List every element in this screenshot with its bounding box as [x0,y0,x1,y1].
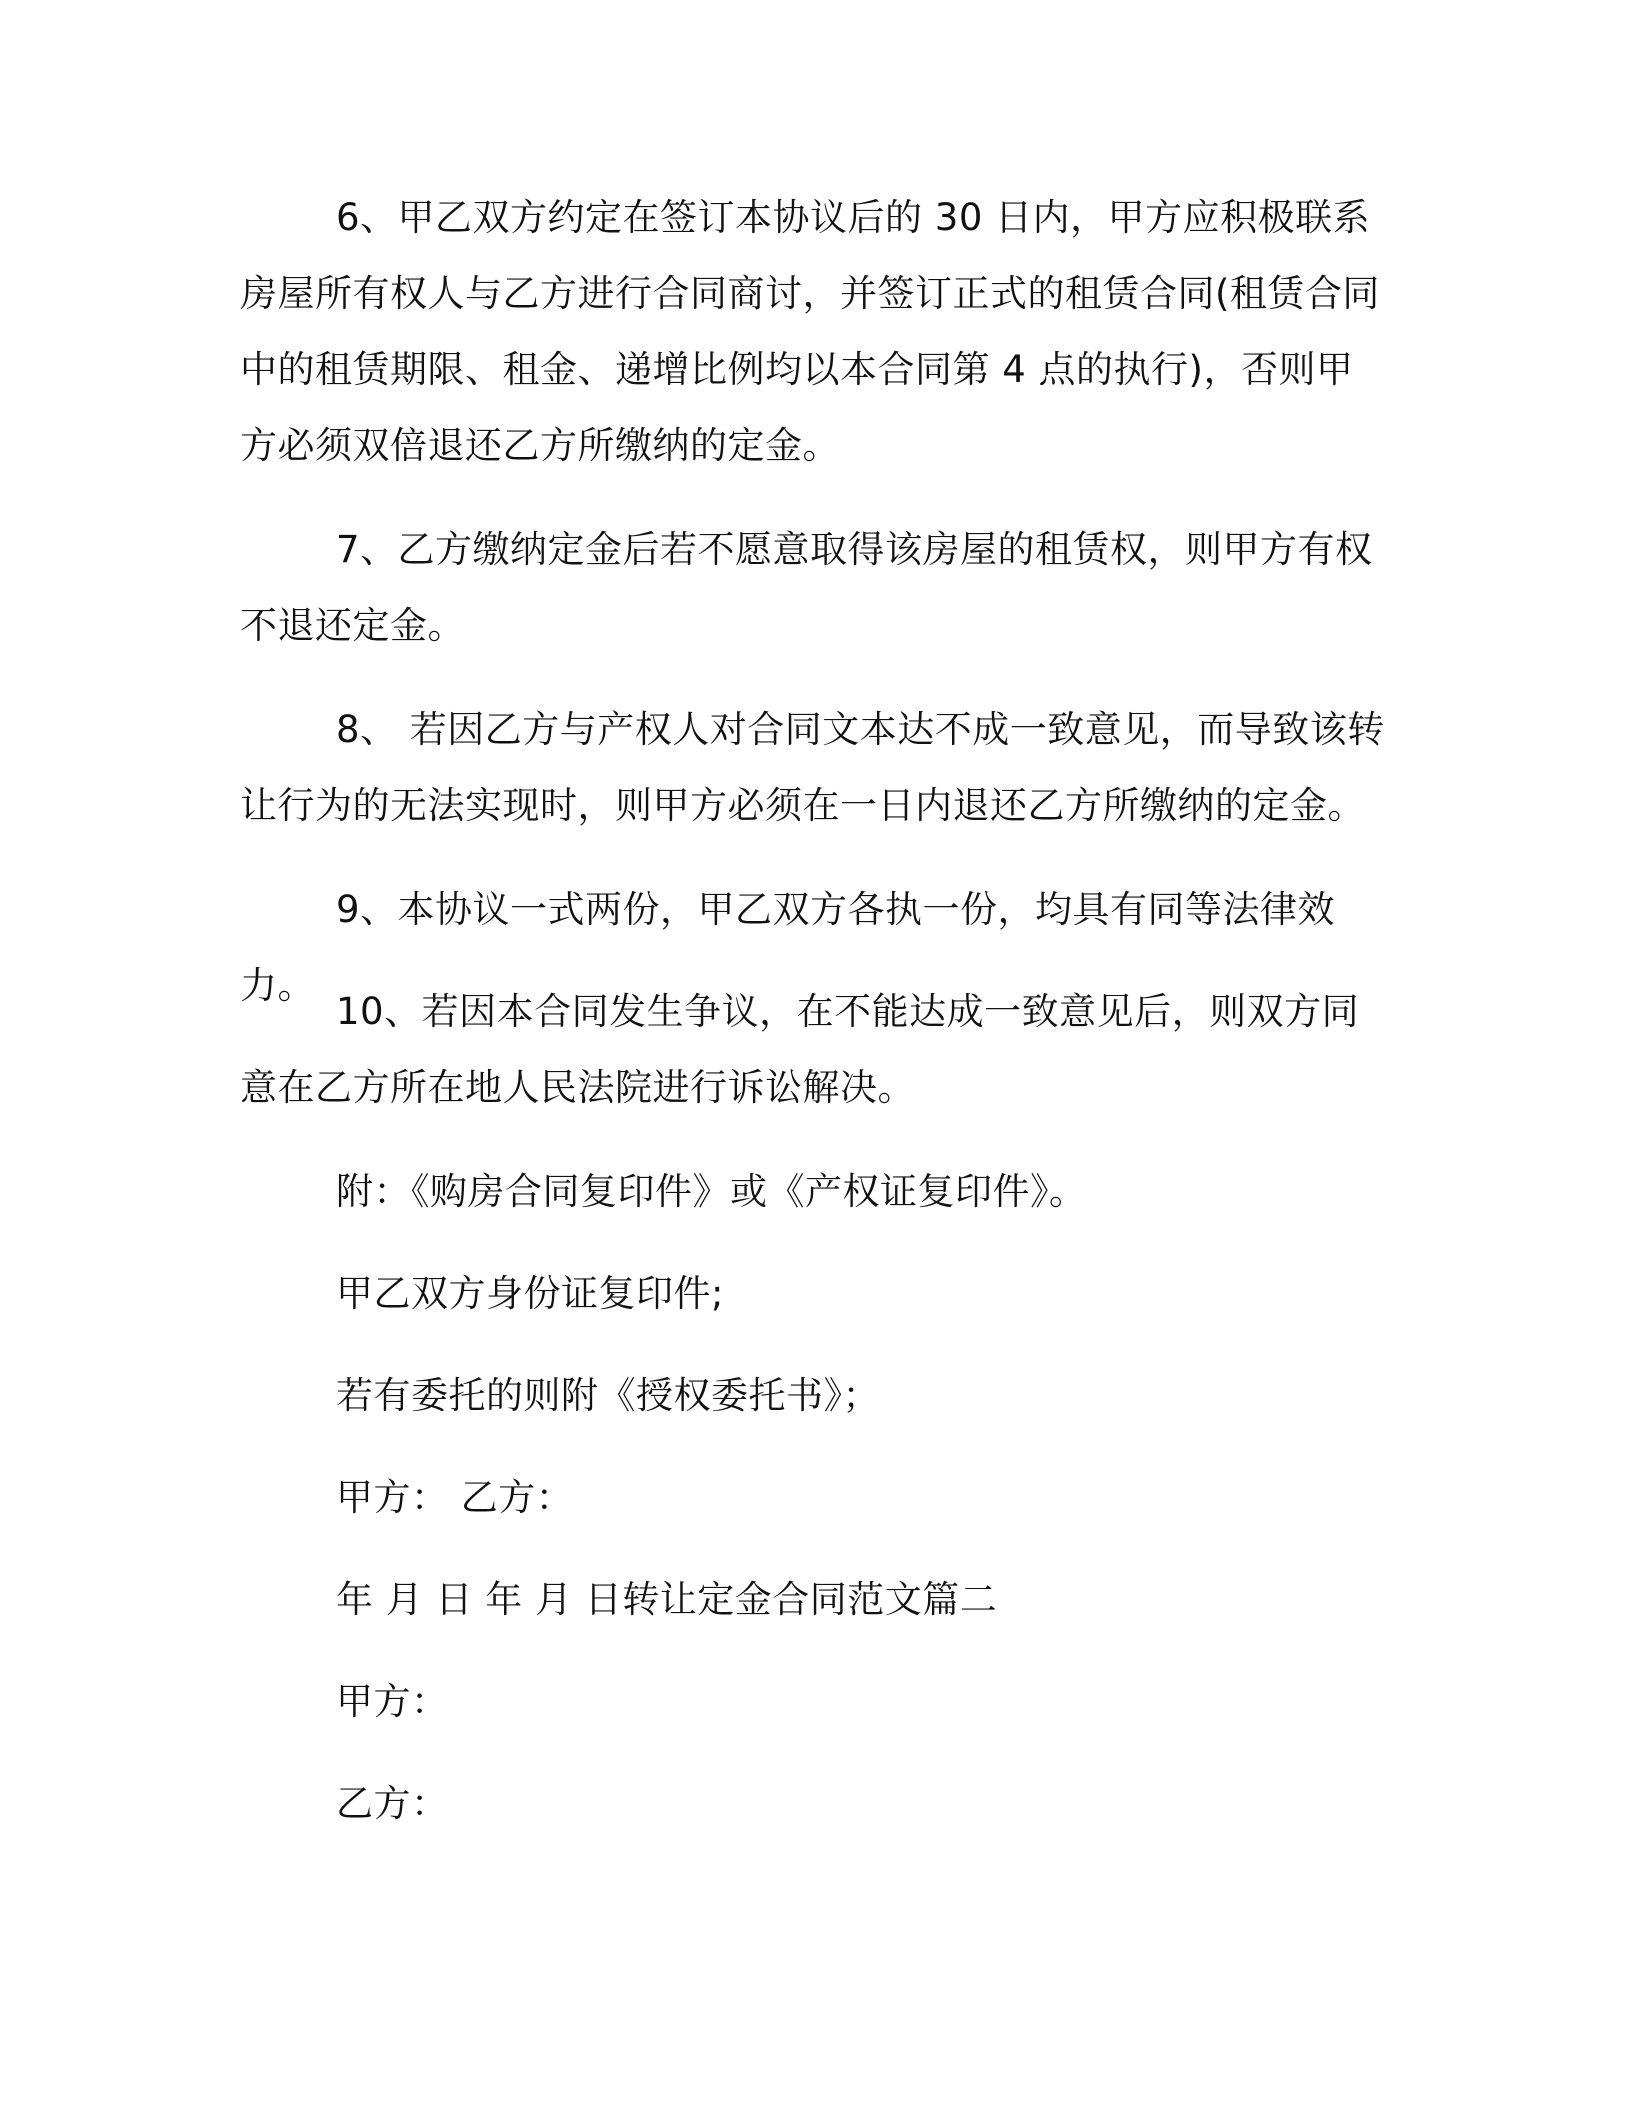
date-and-section-title-line: 年 月 日 年 月 日转让定金合同范文篇二 [336,1578,998,1621]
id-copy-line: 甲乙双方身份证复印件; [336,1272,724,1315]
parties-signature-line: 甲方： 乙方： [336,1476,574,1519]
party-b-line: 乙方： [336,1782,449,1825]
clause-8-paragraph: 8、 若因乙方与产权人对合同文本达不成一致意见，而导致该转让行为的无法实现时，则甲方必须在一日内退还乙方所缴纳的定金。 [240,708,1385,827]
party-a-line: 甲方： [336,1680,449,1723]
clause-7-paragraph: 7、乙方缴纳定金后若不愿意取得该房屋的租赁权，则甲方有权不退还定金。 [240,528,1373,647]
clause-9-paragraph: 9、本协议一式两份，甲乙双方各执一份，均具有同等法律效力。 [240,888,1336,1007]
attachment-line: 附：《购房合同复印件》或《产权证复印件》。 [336,1170,1087,1213]
authorization-line: 若有委托的则附《授权委托书》； [336,1374,880,1417]
clause-6-paragraph: 6、甲乙双方约定在签订本协议后的 30 日内，甲方应积极联系房屋所有权人与乙方进行合同商讨，并签订正式的租赁合同(租赁合同中的租赁期限、租金、递增比例均以本合同第 4 点的执行)，否则甲方必须双倍退还乙方所缴纳的定金。 [240,196,1380,467]
clause-10-paragraph: 10、若因本合同发生争议，在不能达成一致意见后，则双方同意在乙方所在地人民法院进行诉讼解决。 [240,990,1360,1109]
